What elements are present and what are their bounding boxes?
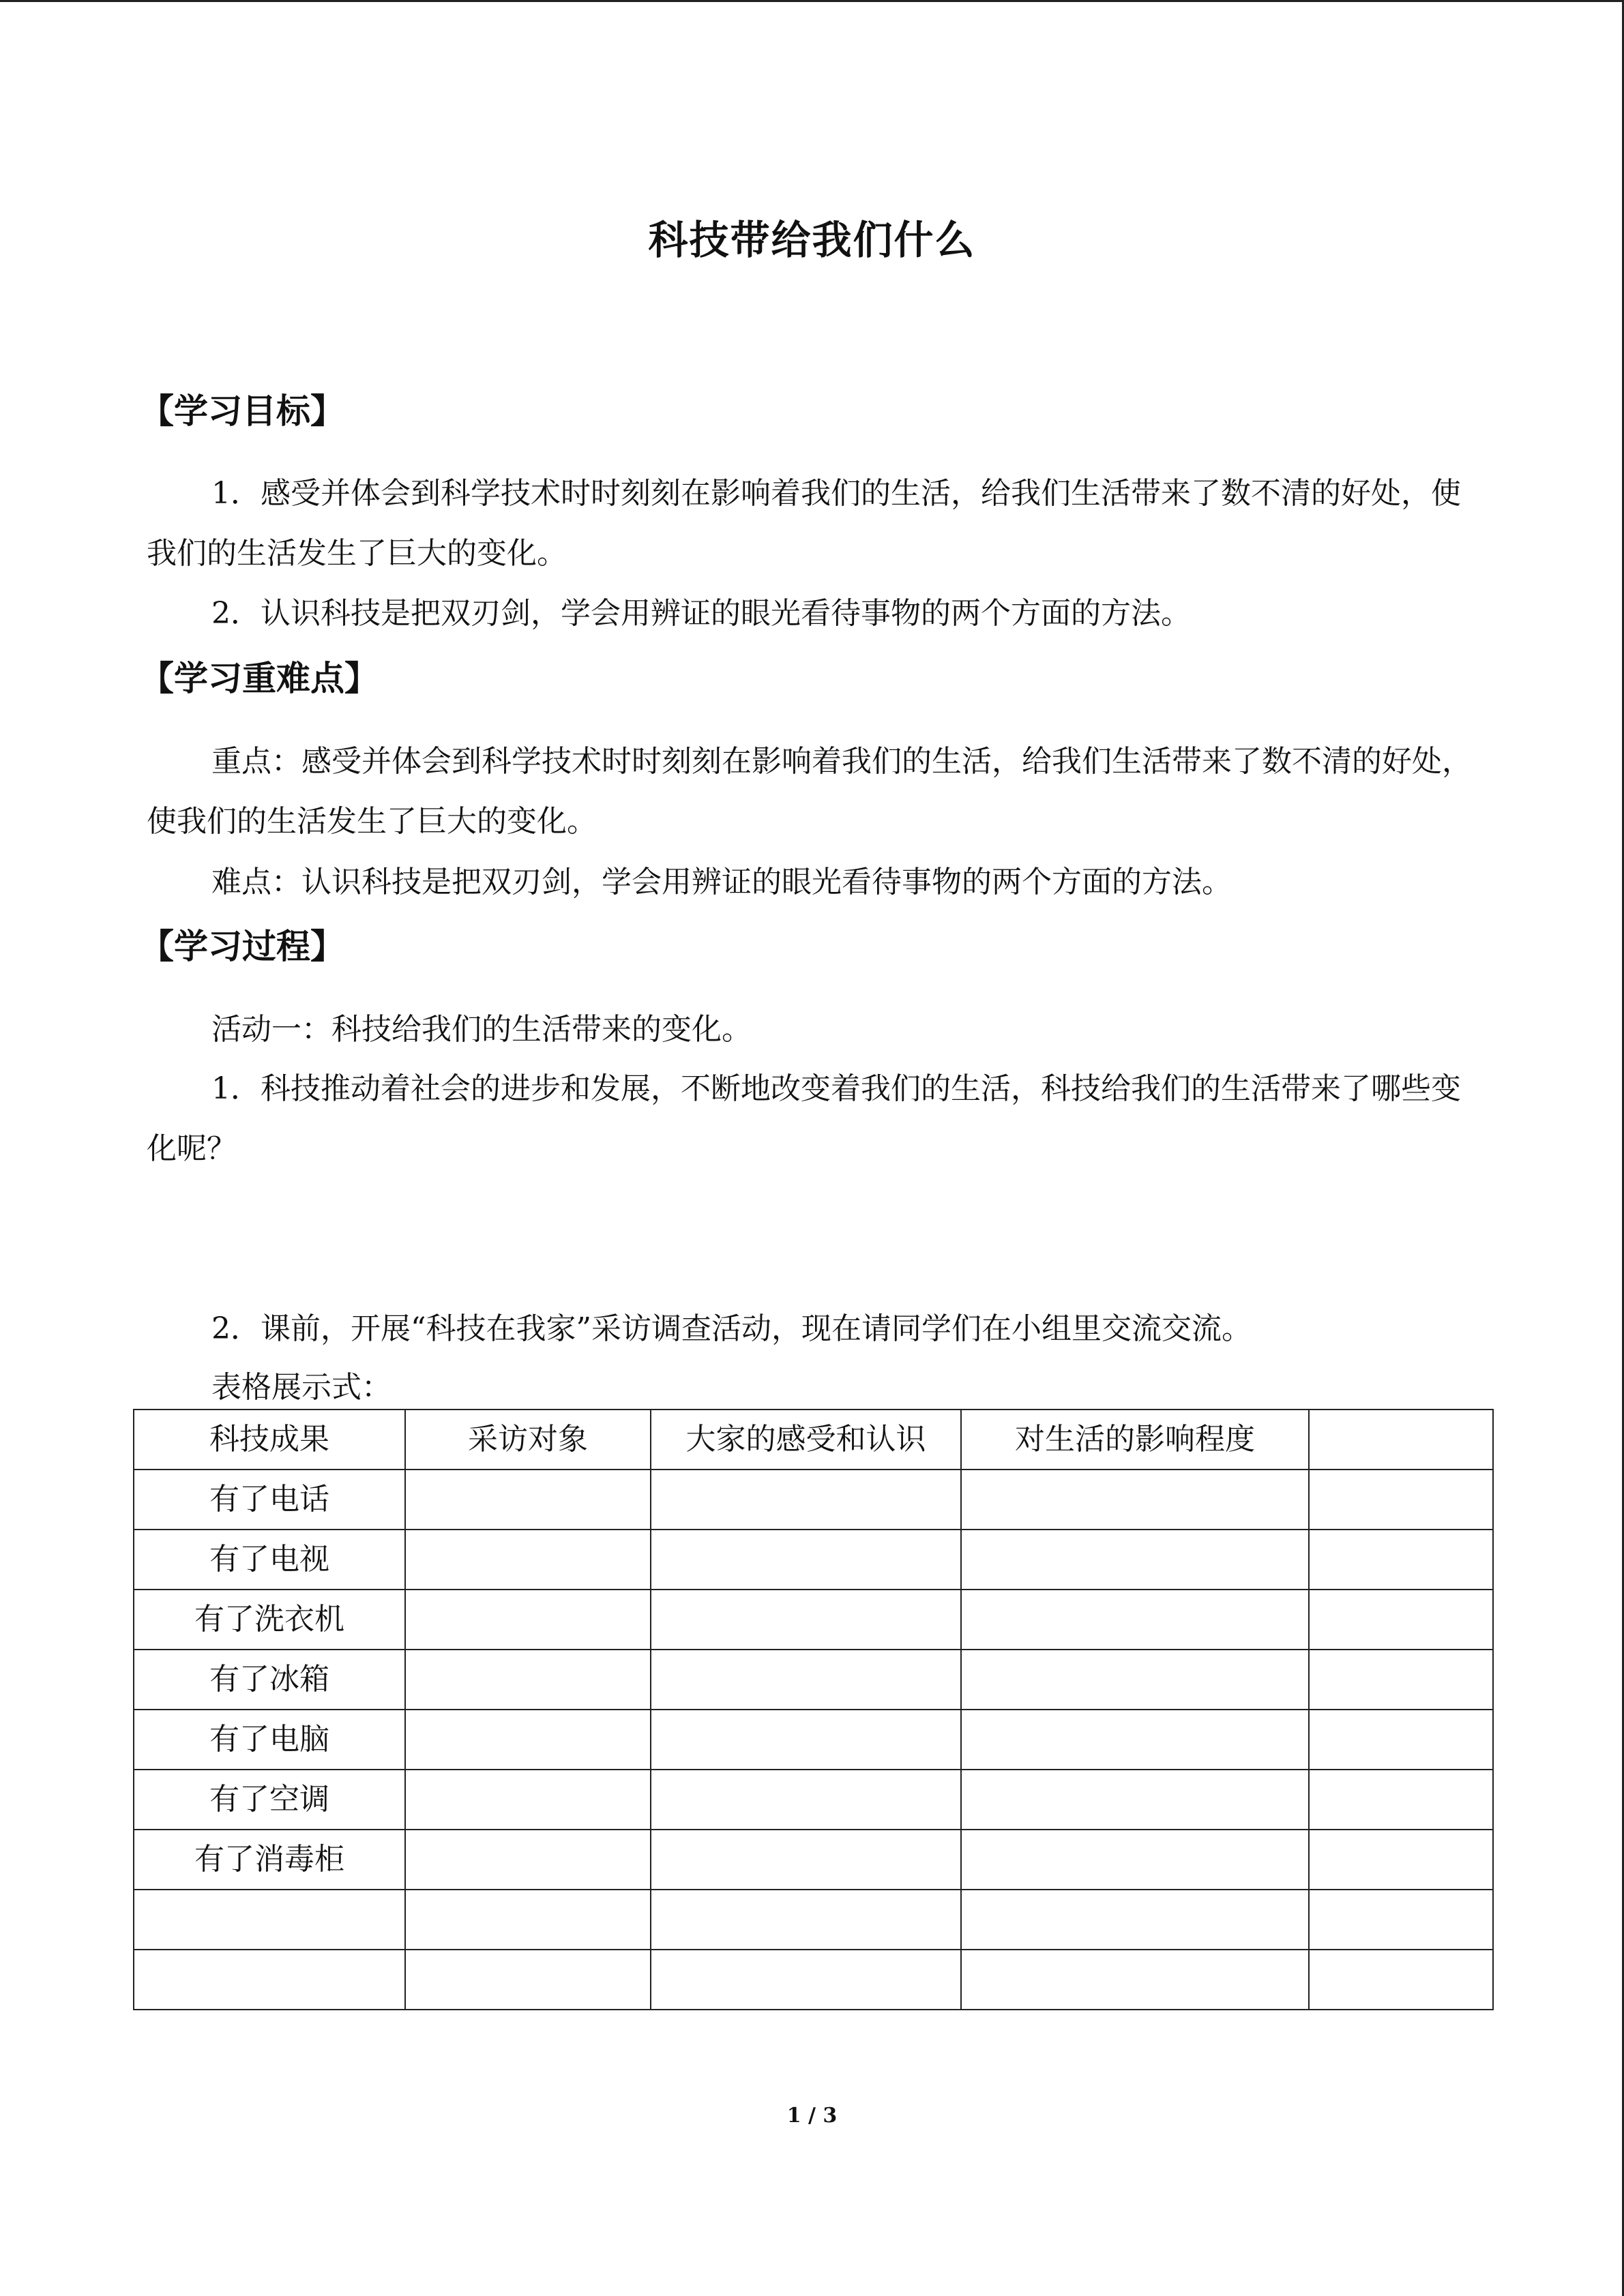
table-cell xyxy=(961,1950,1309,2010)
table-cell xyxy=(961,1710,1309,1770)
table-cell-achievement: 有了消毒柜 xyxy=(134,1830,405,1890)
table-cell xyxy=(961,1530,1309,1590)
table-row xyxy=(134,1950,1493,2010)
table-cell-achievement: 有了冰箱 xyxy=(134,1650,405,1710)
key-point-item: 重点：感受并体会到科学技术时时刻刻在影响着我们的生活，给我们生活带来了数不清的好处，使我们的生活发生了巨大的变化。 xyxy=(147,744,1472,839)
table-header-cell: 科技成果 xyxy=(134,1410,405,1470)
table-row xyxy=(134,1770,1493,1830)
page-top-border xyxy=(0,0,1624,2)
goal-item-2: 2．认识科技是把双刃剑，学会用辨证的眼光看待事物的两个方面的方法。 xyxy=(211,596,1191,631)
table-cell xyxy=(1309,1530,1493,1590)
question-2: 2．课前，开展“科技在我家”采访调查活动，现在请同学们在小组里交流交流。 xyxy=(211,1311,1252,1346)
table-cell xyxy=(651,1830,961,1890)
table-cell-achievement: 有了电视 xyxy=(134,1530,405,1590)
table-cell-achievement: 有了空调 xyxy=(134,1770,405,1830)
table-cell-achievement: 有了电话 xyxy=(134,1470,405,1530)
table-cell xyxy=(961,1470,1309,1530)
table-cell xyxy=(405,1470,651,1530)
table-header-cell: 采访对象 xyxy=(405,1410,651,1470)
table-cell xyxy=(1309,1470,1493,1530)
table-cell xyxy=(1309,1770,1493,1830)
table-row xyxy=(134,1590,1493,1650)
table-row xyxy=(134,1890,1493,1950)
goal-item-1: 1．感受并体会到科学技术时时刻刻在影响着我们的生活，给我们生活带来了数不清的好处，使我们的生活发生了巨大的变化。 xyxy=(147,476,1461,571)
table-cell xyxy=(961,1650,1309,1710)
table-row xyxy=(134,1530,1493,1590)
table-cell xyxy=(1309,1890,1493,1950)
table-cell xyxy=(651,1590,961,1650)
table-header-cell xyxy=(1309,1410,1493,1470)
table-cell xyxy=(961,1890,1309,1950)
table-cell-achievement: 有了电脑 xyxy=(134,1710,405,1770)
table-cell xyxy=(1309,1710,1493,1770)
table-cell xyxy=(405,1770,651,1830)
page-number: 1 / 3 xyxy=(786,2104,838,2128)
table-row xyxy=(134,1710,1493,1770)
table-cell xyxy=(405,1890,651,1950)
section-heading-process: 【学习过程】 xyxy=(140,927,344,966)
table-cell xyxy=(405,1590,651,1650)
table-cell xyxy=(1309,1650,1493,1710)
table-row xyxy=(134,1470,1493,1530)
table-cell xyxy=(961,1770,1309,1830)
question-1: 1．科技推动着社会的进步和发展，不断地改变着我们的生活，科技给我们的生活带来了哪些变化呢？ xyxy=(147,1071,1461,1166)
table-row xyxy=(134,1830,1493,1890)
table-cell xyxy=(651,1770,961,1830)
table-cell xyxy=(961,1830,1309,1890)
table-row xyxy=(134,1650,1493,1710)
page-title: 科技带给我们什么 xyxy=(648,217,976,263)
table-cell-achievement xyxy=(134,1890,405,1950)
table-cell xyxy=(651,1950,961,2010)
activity-title: 活动一：科技给我们的生活带来的变化。 xyxy=(211,1012,752,1047)
table-cell xyxy=(651,1530,961,1590)
table-cell xyxy=(961,1590,1309,1650)
section-heading-goals: 【学习目标】 xyxy=(140,391,344,431)
table-cell-achievement xyxy=(134,1950,405,2010)
table-header-row xyxy=(134,1410,1493,1470)
section-heading-key-points: 【学习重难点】 xyxy=(140,659,379,698)
table-cell xyxy=(1309,1950,1493,2010)
table-cell xyxy=(405,1650,651,1710)
table-cell xyxy=(651,1710,961,1770)
table-cell-achievement: 有了洗衣机 xyxy=(134,1590,405,1650)
table-cell xyxy=(651,1650,961,1710)
table-header-cell: 对生活的影响程度 xyxy=(961,1410,1309,1470)
table-cell xyxy=(651,1470,961,1530)
table-cell xyxy=(651,1890,961,1950)
table-cell xyxy=(405,1950,651,2010)
table-header-cell: 大家的感受和认识 xyxy=(651,1410,961,1470)
table-cell xyxy=(405,1710,651,1770)
table-caption: 表格展示式： xyxy=(211,1370,392,1405)
table-cell xyxy=(405,1830,651,1890)
table-cell xyxy=(1309,1590,1493,1650)
difficulty-item: 难点：认识科技是把双刃剑，学会用辨证的眼光看待事物的两个方面的方法。 xyxy=(211,865,1232,899)
table-cell xyxy=(1309,1830,1493,1890)
table-cell xyxy=(405,1530,651,1590)
survey-table xyxy=(133,1409,1494,2010)
